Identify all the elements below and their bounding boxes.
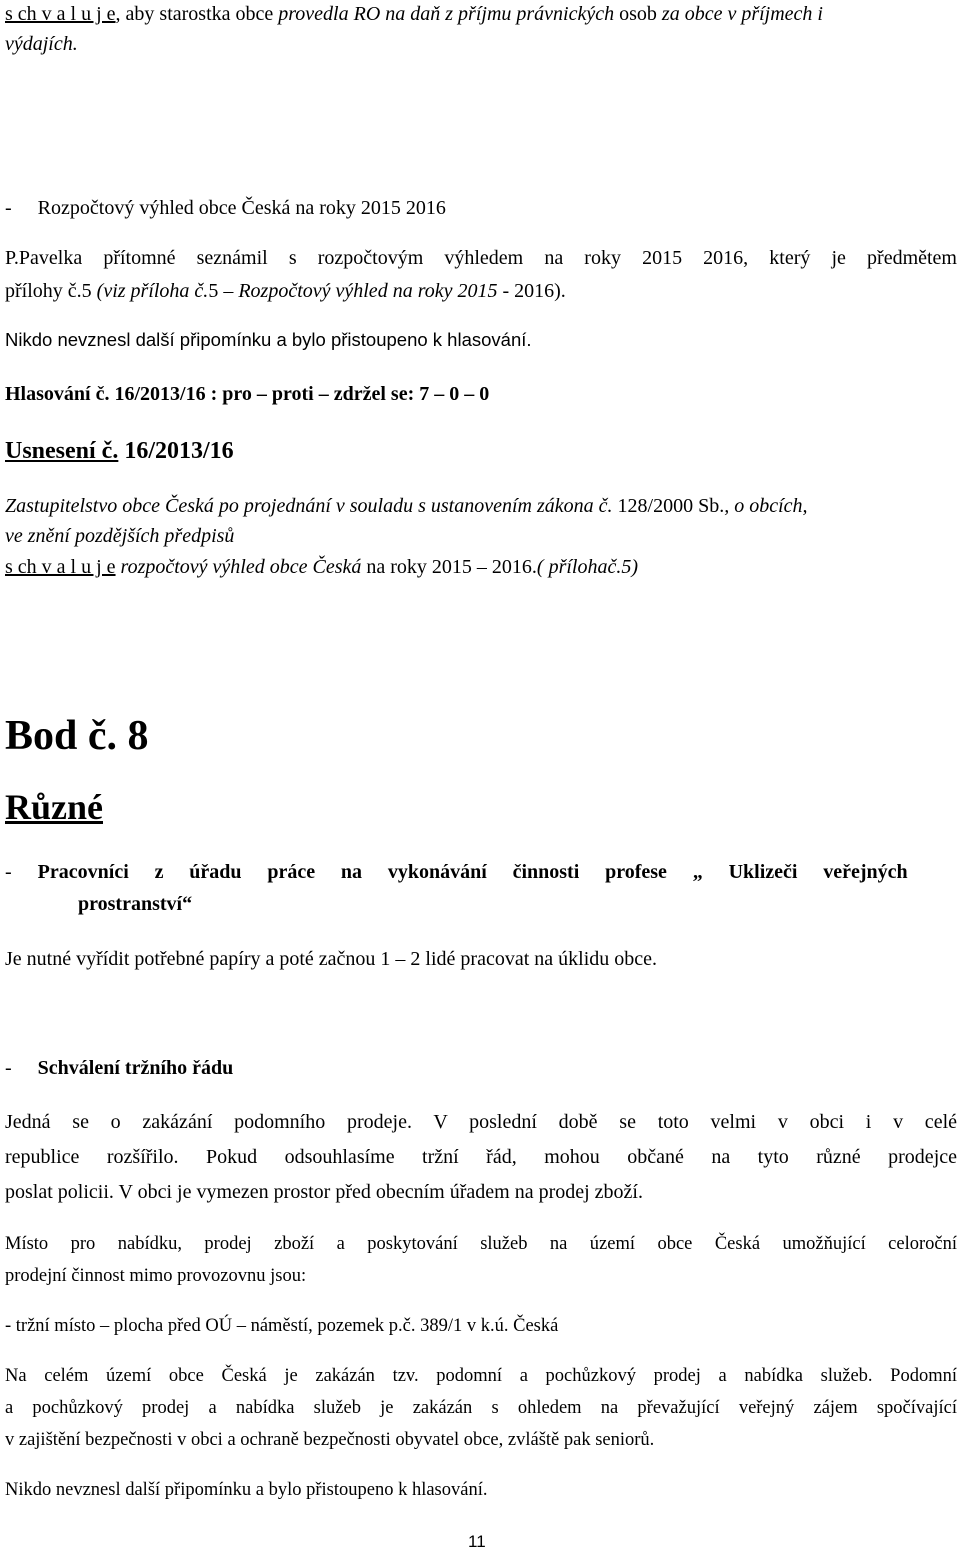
bullet-dash: - [5,861,12,883]
text-fragment-italic: rozpočtový výhled obce Česká [115,556,362,578]
agenda-item-title: Pracovníci z úřadu práce na vykonávání činnosti profese „ Uklizeči veřejných [37,861,908,883]
resolution-text-line-3 [5,555,638,579]
text-fragment: přílohy č.5 [5,280,97,302]
text-fragment-italic: , o obcích, [724,495,808,517]
page-number: 11 [468,1532,486,1551]
approval-continuation-line [5,2,823,26]
paragraph-ban-line-2: a pochůzkový prodej a nabídka služeb je zakázán s ohledem na převažující veřejný zájem spočívající [5,1398,957,1418]
text-fragment-italic: (viz příloha č. [96,280,209,302]
agenda-item-budget-outlook [5,196,446,220]
bullet-dash: - [5,1057,12,1079]
no-comment-statement: Nikdo nevznesl další připomínku a bylo přistoupeno k hlasování. [5,1480,488,1500]
approves-keyword: s ch v a l u j e [5,556,116,578]
agenda-item-market-rules [5,1056,233,1080]
section-heading-bod-8: Bod č. 8 [5,713,149,759]
paragraph-cleaners: Je nutné vyřídit potřebné papíry a poté začnou 1 – 2 lidé pracovat na úklidu obce. [5,948,658,970]
resolution-text-line-1 [5,494,808,518]
paragraph-market-line-1: Jedná se o zakázání podomního prodeje. V poslední době se toto velmi v obci i v celé [5,1111,957,1133]
text-fragment: 5 [208,280,224,302]
text-fragment: na roky 2015 – 2016. [361,556,537,578]
bullet-dash: - [5,197,12,219]
text-fragment-italic: ( přílohač.5) [536,556,639,578]
resolution-number: 16/2013/16 [118,438,234,464]
resolution-label: Usnesení č. [5,438,119,464]
text-fragment: , aby starostka obce [115,3,279,25]
section-title-ruzne: Různé [5,787,103,827]
paragraph-market-line-2: republice rozšířilo. Pokud odsouhlasíme tržní řád, mohou občané na tyto různé prodejce [5,1146,957,1168]
agenda-item-title: Schválení tržního řádu [37,1057,234,1079]
paragraph-budget-intro-line-2 [5,279,566,303]
paragraph-market-line-3: poslat policii. V obci je vymezen prostor před obecním úřadem na prodej zboží. [5,1181,643,1203]
approval-continuation-line-2: výdajích. [5,33,78,55]
vote-result: Hlasování č. 16/2013/16 : pro – proti – zdržel se: 7 – 0 – 0 [5,383,490,405]
paragraph-budget-intro-line-1: P.Pavelka přítomné seznámil s rozpočtovým výhledem na roky 2015 2016, který je předmětem [5,247,957,269]
resolution-heading [5,436,234,466]
agenda-item-cleaners-line-2: prostranství“ [78,893,193,915]
approves-keyword: s ch v a l u j e [5,3,116,25]
agenda-item-title: Rozpočtový výhled obce Česká na roky 2015 2016 [37,197,446,219]
resolution-text-line-2: ve znění pozdějších předpisů [5,525,235,547]
paragraph-ban-line-1: Na celém území obce Česká je zakázán tzv. podomní a pochůzkový prodej a nabídka služeb. Podomní [5,1366,957,1386]
text-fragment-italic: – Rozpočtový výhled na roky 2015 [223,280,498,302]
text-fragment: osob [614,3,662,25]
paragraph-market-place-line-2: prodejní činnost mimo provozovnu jsou: [5,1266,307,1286]
paragraph-market-place-line-1: Místo pro nabídku, prodej zboží a poskytování služeb na území obce Česká umožňující celoroční [5,1234,957,1254]
text-fragment-italic: provedla RO na daň z příjmu právnických [278,3,615,25]
market-place-item: - tržní místo – plocha před OÚ – náměstí, pozemek p.č. 389/1 v k.ú. Česká [5,1316,559,1336]
paragraph-ban-line-3: v zajištění bezpečnosti v obci a ochraně bezpečnosti obyvatel obce, zvláště pak seniorů. [5,1430,655,1450]
text-fragment-italic: za obce v příjmech i [661,3,823,25]
text-fragment-italic: Zastupitelstvo obce Česká po projednání v souladu s ustanovením zákona č. [5,495,613,517]
agenda-item-cleaners-line-1 [5,860,908,884]
text-fragment: - 2016). [497,280,566,302]
text-fragment: 128/2000 Sb. [612,495,725,517]
no-comment-statement: Nikdo nevznesl další připomínku a bylo přistoupeno k hlasování. [5,329,532,350]
